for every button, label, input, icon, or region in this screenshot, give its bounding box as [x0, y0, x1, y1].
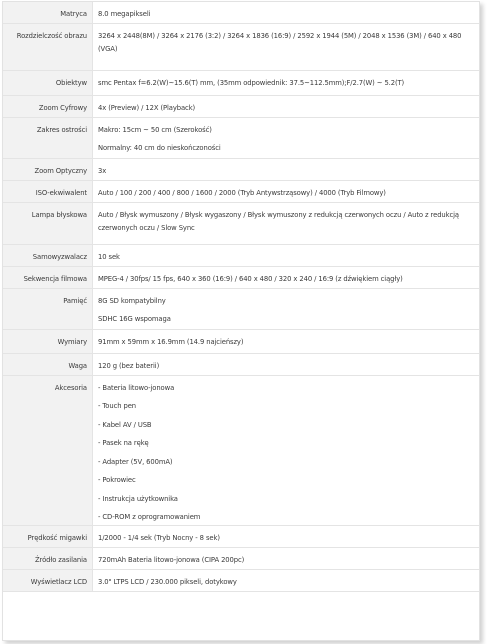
spec-value-line: - Kabel AV / USB — [98, 420, 152, 429]
spec-value — [93, 329, 480, 353]
spec-row — [3, 569, 479, 591]
spec-value — [93, 2, 480, 23]
spec-value — [93, 202, 480, 244]
spec-label: Obiektyw — [3, 70, 93, 95]
spec-value — [93, 158, 480, 180]
spec-value-line: - Instrukcja użytkownika — [98, 494, 178, 503]
spec-value-line: 720mAh Bateria litowo-jonowa (CIPA 200pc) — [98, 555, 245, 564]
spec-value-line: Normalny: 40 cm do nieskończoności — [98, 144, 221, 152]
spec-row — [3, 180, 479, 202]
spec-value — [93, 95, 480, 117]
spec-row — [3, 117, 479, 158]
spec-value-line: SDHC 16G wspomaga — [98, 315, 171, 323]
spec-row — [3, 2, 479, 23]
spec-row — [3, 329, 479, 353]
spec-label: Pamięć — [3, 288, 93, 329]
spec-label: ISO-ekwiwalent — [3, 180, 93, 202]
spec-table-container — [2, 1, 480, 641]
spec-value-line: 91mm x 59mm x 16.9mm (14.9 najcieńszy) — [98, 337, 244, 346]
spec-value-line: - Bateria litowo-jonowa — [98, 383, 175, 392]
spec-label: Źródło zasilania — [3, 547, 93, 569]
spec-row — [3, 23, 479, 70]
spec-value — [93, 23, 480, 70]
spec-label: Zoom Optyczny — [3, 158, 93, 180]
spec-row — [3, 288, 479, 329]
spec-value-line: - CD-ROM z oprogramowaniem — [98, 513, 201, 521]
spec-value-line: 4x (Preview) / 12X (Playback) — [98, 103, 196, 112]
spec-row — [3, 158, 479, 180]
spec-label: Rozdzielczość obrazu — [3, 23, 93, 70]
spec-row — [3, 95, 479, 117]
spec-value-line: 3264 x 2448(8M) / 3264 x 2176 (3:2) / 3264 x 1836 (16:9) / 2592 x 1944 (5M) / 2048 x 1536 (3M) / 640 x 480 (VGA) — [98, 31, 462, 53]
spec-value — [93, 288, 480, 329]
spec-value-line: 3.0" LTPS LCD / 230.000 pikseli, dotykowy — [98, 577, 237, 586]
spec-value-line: - Touch pen — [98, 402, 136, 410]
spec-row — [3, 70, 479, 95]
spec-value-line: 8G SD kompatybilny — [98, 296, 166, 305]
spec-row — [3, 202, 479, 244]
spec-value — [93, 569, 480, 591]
spec-value-line: Auto / Błysk wymuszony / Błysk wygaszony / Błysk wymuszony z redukcją czerwonych oczu / Auto z redukcją czerwonych oczu / Slow Sync — [98, 210, 459, 232]
spec-row — [3, 266, 479, 288]
spec-label: Lampa błyskowa — [3, 202, 93, 244]
spec-value — [93, 266, 480, 288]
spec-value-line: 1/2000 - 1/4 sek (Tryb Nocny - 8 sek) — [98, 533, 220, 542]
spec-row — [3, 244, 479, 266]
spec-value — [93, 547, 480, 569]
spec-row — [3, 525, 479, 547]
spec-label: Sekwencja filmowa — [3, 266, 93, 288]
spec-label: Wymiary — [3, 329, 93, 353]
spec-row — [3, 353, 479, 375]
spec-label: Zakres ostrości — [3, 117, 93, 158]
spec-value-line: - Adapter (5V, 600mA) — [98, 457, 173, 466]
spec-value-line: MPEG-4 / 30fps/ 15 fps, 640 x 360 (16:9) / 640 x 480 / 320 x 240 / 16:9 (z dźwiękiem ciągły) — [98, 274, 403, 283]
spec-row — [3, 547, 479, 569]
spec-label: Prędkość migawki — [3, 525, 93, 547]
spec-value-line: 120 g (bez baterii) — [98, 361, 160, 370]
spec-label: Zoom Cyfrowy — [3, 95, 93, 117]
spec-value — [93, 180, 480, 202]
spec-value — [93, 117, 480, 158]
spec-label: Matryca — [3, 2, 93, 23]
spec-label: Waga — [3, 353, 93, 375]
spec-value-line: - Pokrowiec — [98, 476, 136, 484]
spec-label: Wyświetlacz LCD — [3, 569, 93, 591]
spec-value — [93, 244, 480, 266]
spec-label: Akcesoria — [3, 375, 93, 525]
spec-value-line: 8.0 megapikseli — [98, 10, 151, 18]
spec-value-line: 10 sek — [98, 252, 120, 261]
spec-row — [3, 375, 479, 525]
spec-value — [93, 70, 480, 95]
spec-value-line: Makro: 15cm ~ 50 cm (Szerokość) — [98, 125, 212, 134]
spec-label: Samowyzwalacz — [3, 244, 93, 266]
spec-value — [93, 375, 480, 525]
spec-value-line: - Pasek na rękę — [98, 439, 149, 447]
spec-value-line: Auto / 100 / 200 / 400 / 800 / 1600 / 2000 (Tryb Antywstrząsowy) / 4000 (Tryb Filmowy) — [98, 188, 386, 197]
spec-value — [93, 525, 480, 547]
spec-value — [93, 353, 480, 375]
spec-value-line: smc Pentax f=6.2(W)~15.6(T) mm, (35mm odpowiednik: 37.5~112.5mm);F/2.7(W) ~ 5.2(T) — [98, 78, 405, 87]
spec-table — [3, 2, 479, 592]
spec-value-line: 3x — [98, 166, 107, 175]
spec-table-body — [3, 2, 479, 591]
